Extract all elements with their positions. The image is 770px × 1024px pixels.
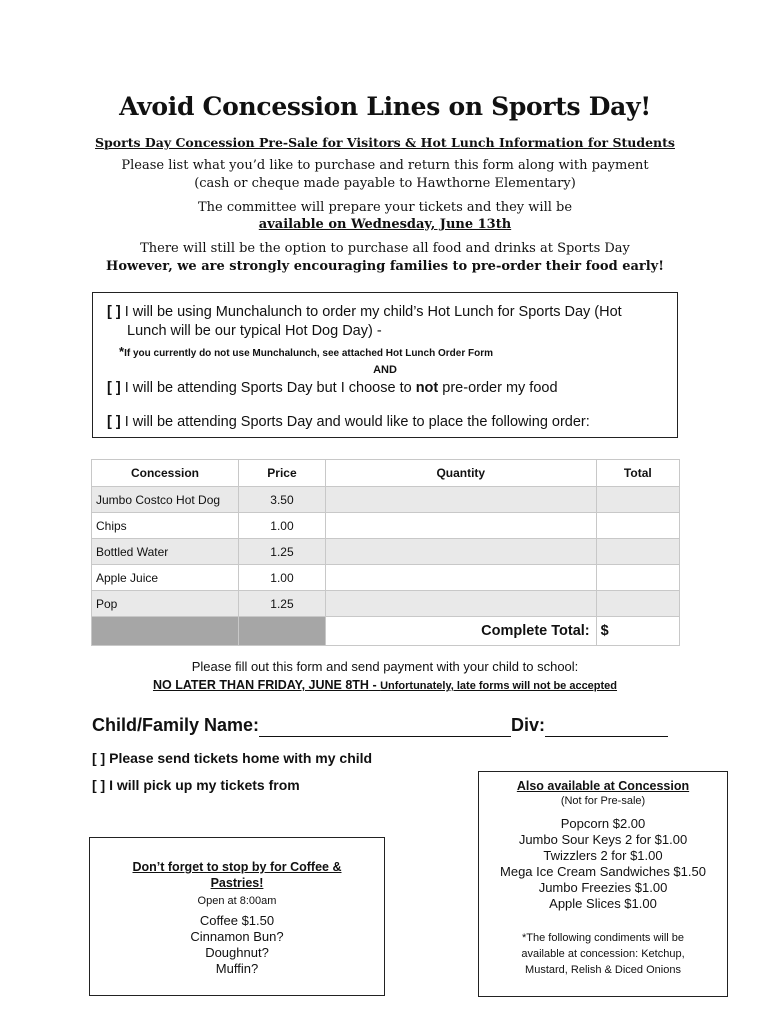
complete-total-label: Complete Total: [325,617,596,646]
condiments-note: *The following condiments will be available at concession: Ketchup, Mustard, Relish & Diced Onions [521,932,685,976]
header-quantity: Quantity [325,460,596,487]
item-price: 1.00 [239,565,326,591]
coffee-pastries-box [89,837,385,996]
munchalunch-note [119,344,493,359]
item-name: Pop [92,591,239,617]
quantity-cell[interactable] [325,565,596,591]
lunch-options-box [92,292,678,438]
encourage-line: However, we are strongly encouraging families to pre-order their food early! [106,259,664,274]
coffee-item: Cinnamon Bun? [190,929,284,944]
page-title: Avoid Concession Lines on Sports Day! [119,92,651,121]
late-forms-note: Unfortunately, late forms will not be accepted [380,680,618,692]
quantity-cell[interactable] [325,487,596,513]
total-cell[interactable] [596,539,679,565]
grey-cell [239,617,326,646]
not-for-presale-note: (Not for Pre-sale) [560,795,646,807]
available-date-line: available on Wednesday, June 13th [258,217,512,232]
option-no-preorder-text: I will be attending Sports Day but I choose to [124,380,416,396]
table-row [92,591,680,617]
item-name: Chips [92,513,239,539]
deadline-separator: - [368,678,381,692]
checkbox-bracket[interactable]: [ ] [107,414,121,430]
option-no-preorder-bold: not [415,380,439,396]
checkbox-bracket[interactable]: [ ] [107,380,121,396]
quantity-cell[interactable] [325,539,596,565]
option-munchalunch[interactable] [107,304,622,320]
header-total: Total [596,460,679,487]
coffee-item: Coffee $1.50 [199,913,275,928]
complete-total-row [92,617,680,646]
note-text: If you currently do not use Munchalunch, see attached Hot Lunch Order Form [124,348,493,359]
quantity-cell[interactable] [325,513,596,539]
page-subtitle: Sports Day Concession Pre-Sale for Visitors & Hot Lunch Information for Students [95,135,675,150]
concession-item: Jumbo Freezies $1.00 [538,880,668,895]
header-concession: Concession [92,460,239,487]
intro-line-1: Please list what you’d like to purchase and return this form along with payment [121,158,649,173]
send-tickets-home-option[interactable]: [ ] Please send tickets home with my child [92,750,373,766]
option-place-order[interactable] [107,414,590,430]
total-cell[interactable] [596,487,679,513]
item-price: 1.25 [239,539,326,565]
concession-item: Twizzlers 2 for $1.00 [543,848,663,863]
option-munchalunch-line2: Lunch will be our typical Hot Dog Day) - [127,323,382,339]
item-price: 1.25 [239,591,326,617]
item-price: 3.50 [239,487,326,513]
note-asterisk: * [119,344,125,359]
committee-line: The committee will prepare your tickets and they will be [197,200,573,215]
header-price: Price [239,460,326,487]
option-place-order-text: I will be attending Sports Day and would like to place the following order: [124,414,590,430]
table-row [92,487,680,513]
grey-cell [92,617,239,646]
total-cell[interactable] [596,565,679,591]
concession-item: Jumbo Sour Keys 2 for $1.00 [518,832,688,847]
table-row [92,565,680,591]
concession-item: Popcorn $2.00 [560,816,646,831]
div-field[interactable] [545,715,668,737]
concession-item: Mega Ice Cream Sandwiches $1.50 [500,864,706,879]
pickup-tickets-option[interactable]: [ ] I will pick up my tickets from [92,777,300,793]
option-no-preorder[interactable] [107,380,558,396]
name-div-row [92,715,668,737]
and-label: AND [373,364,397,376]
coffee-item: Doughnut? [205,945,269,960]
item-price: 1.00 [239,513,326,539]
instructions-line: Please fill out this form and send payment with your child to school: [191,659,579,674]
option-munchalunch-text: I will be using Munchalunch to order my child’s Hot Lunch for Sports Day (Hot [124,304,622,320]
order-table [91,459,680,646]
quantity-cell[interactable] [325,591,596,617]
div-label: Div: [511,715,546,735]
item-name: Bottled Water [92,539,239,565]
item-name: Apple Juice [92,565,239,591]
option-no-preorder-text-end: pre-order my food [438,380,558,396]
coffee-open-time: Open at 8:00am [197,895,277,907]
also-available-heading: Also available at Concession [516,779,690,793]
child-family-name-field[interactable] [259,715,511,737]
item-name: Jumbo Costco Hot Dog [92,487,239,513]
concession-item: Apple Slices $1.00 [549,896,657,911]
coffee-item: Muffin? [215,961,259,976]
table-header-row [92,460,680,487]
table-row [92,539,680,565]
complete-total-field[interactable]: $ [596,617,679,646]
total-cell[interactable] [596,591,679,617]
intro-line-2: (cash or cheque made payable to Hawthorne Elementary) [194,176,576,191]
option-line: There will still be the option to purchase all food and drinks at Sports Day [140,241,630,256]
table-row [92,513,680,539]
checkbox-bracket[interactable]: [ ] [107,304,121,320]
coffee-heading: Don’t forget to stop by for Coffee & Pastries! [132,860,342,890]
also-available-box [478,771,728,997]
deadline-line [0,678,770,692]
deadline-text: NO LATER THAN FRIDAY, JUNE 8TH [152,678,369,692]
child-family-name-label: Child/Family Name: [92,715,260,735]
total-cell[interactable] [596,513,679,539]
